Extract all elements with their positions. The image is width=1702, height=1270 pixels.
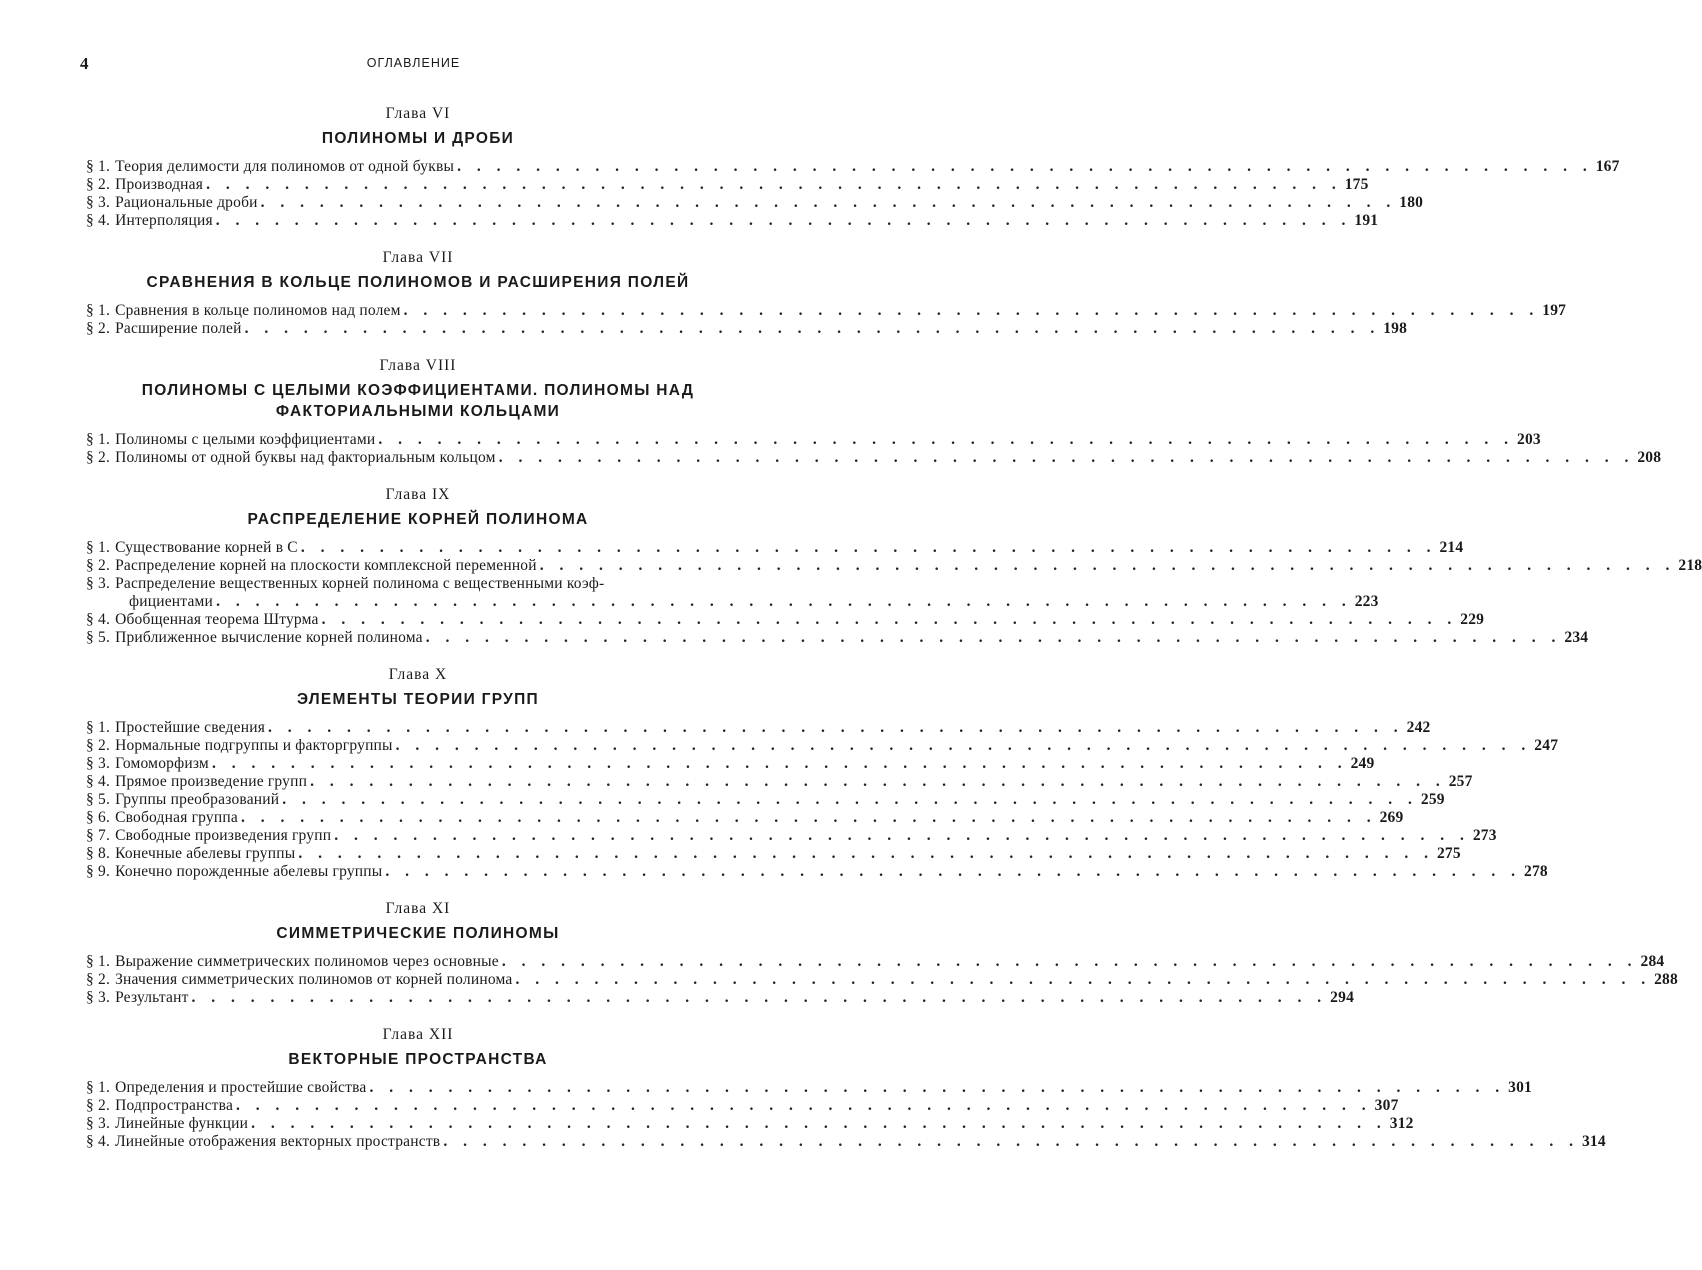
section-number: § 1. — [86, 158, 111, 175]
chapter-title-line: СИММЕТРИЧЕСКИЕ ПОЛИНОМЫ — [276, 925, 560, 942]
dot-leader: . . . . . . . . . . . . . . . . . . . . . . . . . . . . . . . . . . . . . . . . . . . . . . . . . . . . . . . . . . — [539, 557, 1676, 574]
chapter-section — [86, 104, 1620, 230]
page-number: 4 — [80, 54, 89, 73]
page-ref: 312 — [1389, 1115, 1414, 1132]
entry-title: Определения и простейшие свойства — [115, 1079, 367, 1096]
chapter-title — [86, 272, 750, 293]
page-ref: 167 — [1595, 158, 1620, 175]
table-of-contents — [86, 104, 1702, 1169]
chapter-title-line: РАСПРЕДЕЛЕНИЕ КОРНЕЙ ПОЛИНОМА — [247, 511, 589, 528]
chapter-title — [86, 1049, 750, 1070]
section-number: § 3. — [86, 1115, 111, 1132]
running-head: ОГЛАВЛЕНИЕ — [366, 56, 461, 70]
dot-leader: . . . . . . . . . . . . . . . . . . . . . . . . . . . . . . . . . . . . . . . . . . . . . . . . . . . . . . . . . . — [378, 431, 1515, 448]
toc-entry — [86, 611, 1485, 629]
dot-leader: . . . . . . . . . . . . . . . . . . . . . . . . . . . . . . . . . . . . . . . . . . . . . . . . . . . . . . . . . . — [403, 302, 1540, 319]
chapter-section — [86, 665, 1559, 881]
entry-title: Теория делимости для полиномов от одной буквы — [115, 158, 455, 175]
entry-title: Полиномы от одной буквы над факториальным кольцом — [115, 449, 496, 466]
page-ref: 301 — [1508, 1079, 1532, 1096]
dot-leader: . . . . . . . . . . . . . . . . . . . . . . . . . . . . . . . . . . . . . . . . . . . . . . . . . . . . . . . . . . — [334, 827, 1470, 844]
toc-entry — [86, 845, 1461, 863]
toc-entry — [86, 791, 1445, 809]
toc-entry — [86, 1097, 1399, 1115]
page-ref: 234 — [1564, 629, 1589, 646]
toc-entry — [86, 629, 1589, 647]
toc-entry — [86, 1115, 1414, 1133]
page-ref: 273 — [1472, 827, 1497, 844]
chapter-section — [86, 248, 1567, 338]
page-ref: 214 — [1439, 539, 1464, 556]
chapter-section — [86, 356, 1662, 467]
toc-entry — [86, 755, 1375, 773]
dot-leader: . . . . . . . . . . . . . . . . . . . . . . . . . . . . . . . . . . . . . . . . . . . . . . . . . . . . . . . . . . — [282, 791, 1418, 808]
chapter-title-line: ФАКТОРИАЛЬНЫМИ КОЛЬЦАМИ — [275, 403, 561, 420]
toc-entry — [86, 773, 1473, 791]
toc-entry — [86, 176, 1369, 194]
section-number: § 2. — [86, 557, 111, 574]
entry-title: Линейные отображения векторных пространств — [115, 1133, 441, 1150]
chapter-section — [86, 1025, 1606, 1151]
dot-leader: . . . . . . . . . . . . . . . . . . . . . . . . . . . . . . . . . . . . . . . . . . . . . . . . . . . . . . . . . . — [298, 845, 1434, 862]
chapter-label: Глава VIII — [379, 357, 457, 374]
page-ref: 284 — [1640, 953, 1665, 970]
page-ref: 314 — [1581, 1133, 1606, 1150]
page-ref: 259 — [1420, 791, 1445, 808]
chapter-label: Глава XI — [385, 900, 451, 917]
dot-leader: . . . . . . . . . . . . . . . . . . . . . . . . . . . . . . . . . . . . . . . . . . . . . . . . . . . . . . . . . . — [216, 593, 1352, 610]
toc-entry — [86, 449, 1662, 467]
entry-title: Прямое произведение групп — [115, 773, 308, 790]
section-number: § 3. — [86, 194, 111, 211]
entry-title-continued: фициентами — [129, 593, 214, 610]
section-number: § 4. — [86, 773, 111, 790]
toc-entry — [86, 302, 1567, 320]
section-number: § 8. — [86, 845, 111, 862]
toc-entry — [86, 1079, 1532, 1097]
entry-title: Полиномы с целыми коэффициентами — [115, 431, 376, 448]
page-ref: 191 — [1354, 212, 1379, 229]
toc-entry — [86, 953, 1665, 971]
page-ref: 208 — [1637, 449, 1662, 466]
dot-leader: . . . . . . . . . . . . . . . . . . . . . . . . . . . . . . . . . . . . . . . . . . . . . . . . . . . . . . . . . . — [498, 449, 1635, 466]
page-ref: 275 — [1436, 845, 1461, 862]
section-number: § 5. — [86, 791, 111, 808]
entry-title: Группы преобразований — [115, 791, 280, 808]
page-ref: 203 — [1517, 431, 1541, 448]
page-ref: 175 — [1344, 176, 1369, 193]
entry-title: Подпространства — [115, 1097, 234, 1114]
entry-title: Распределение вещественных корней полинома с вещественными коэф- — [115, 575, 605, 592]
toc-entry — [86, 989, 1355, 1007]
entry-title: Выражение симметрических полиномов через основные — [115, 953, 499, 970]
dot-leader: . . . . . . . . . . . . . . . . . . . . . . . . . . . . . . . . . . . . . . . . . . . . . . . . . . . . . . . . . . — [395, 737, 1532, 754]
section-number: § 5. — [86, 629, 111, 646]
chapter-title — [86, 128, 750, 149]
page-ref: 247 — [1534, 737, 1559, 754]
page-ref: 218 — [1678, 557, 1702, 574]
page-ref: 180 — [1399, 194, 1424, 211]
chapter-label: Глава IX — [385, 486, 451, 503]
toc-entry — [86, 158, 1620, 176]
section-number: § 2. — [86, 737, 111, 754]
section-number: § 1. — [86, 953, 111, 970]
entry-title: Расширение полей — [115, 320, 242, 337]
entry-title: Конечные абелевы группы — [115, 845, 296, 862]
section-number: § 1. — [86, 1079, 111, 1096]
chapter-label: Глава VI — [385, 105, 451, 122]
entry-title: Существование корней в C — [115, 539, 298, 556]
section-number: § 7. — [86, 827, 111, 844]
toc-entry — [86, 809, 1404, 827]
section-number: § 2. — [86, 449, 111, 466]
section-number: § 6. — [86, 809, 111, 826]
section-number: § 9. — [86, 863, 111, 880]
toc-entry — [86, 212, 1379, 230]
section-number: § 4. — [86, 1133, 111, 1150]
section-number: § 3. — [86, 575, 111, 592]
page-ref: 294 — [1330, 989, 1355, 1006]
dot-leader: . . . . . . . . . . . . . . . . . . . . . . . . . . . . . . . . . . . . . . . . . . . . . . . . . . . . . . . . . . — [457, 158, 1593, 175]
page-ref: 229 — [1460, 611, 1485, 628]
toc-entry — [86, 194, 1424, 212]
dot-leader: . . . . . . . . . . . . . . . . . . . . . . . . . . . . . . . . . . . . . . . . . . . . . . . . . . . . . . . . . . — [191, 989, 1328, 1006]
toc-entry — [86, 557, 1702, 575]
chapter-title — [86, 689, 750, 710]
chapter-label: Глава VII — [382, 249, 454, 266]
dot-leader: . . . . . . . . . . . . . . . . . . . . . . . . . . . . . . . . . . . . . . . . . . . . . . . . . . . . . . . . . . — [443, 1133, 1579, 1150]
toc-entry — [86, 863, 1548, 881]
toc-entry — [86, 737, 1559, 755]
page-ref: 197 — [1542, 302, 1567, 319]
entry-title: Рациональные дроби — [115, 194, 258, 211]
chapter-title-line: ЭЛЕМЕНТЫ ТЕОРИИ ГРУПП — [297, 691, 539, 708]
dot-leader: . . . . . . . . . . . . . . . . . . . . . . . . . . . . . . . . . . . . . . . . . . . . . . . . . . . . . . . . . . — [240, 809, 1377, 826]
toc-entry — [86, 827, 1497, 845]
section-number: § 3. — [86, 989, 111, 1006]
chapter-title — [86, 380, 750, 422]
dot-leader: . . . . . . . . . . . . . . . . . . . . . . . . . . . . . . . . . . . . . . . . . . . . . . . . . . . . . . . . . . — [260, 194, 1397, 211]
dot-leader: . . . . . . . . . . . . . . . . . . . . . . . . . . . . . . . . . . . . . . . . . . . . . . . . . . . . . . . . . . — [211, 755, 1348, 772]
page-ref: 278 — [1524, 863, 1548, 880]
entry-title: Интерполяция — [115, 212, 213, 229]
section-number: § 2. — [86, 176, 111, 193]
entry-title: Простейшие сведения — [115, 719, 266, 736]
entry-title: Обобщенная теорема Штурма — [115, 611, 319, 628]
entry-title: Распределение корней на плоскости комплексной переменной — [115, 557, 537, 574]
section-number: § 1. — [86, 431, 111, 448]
entry-title: Свободные произведения групп — [115, 827, 332, 844]
toc-entry — [86, 719, 1431, 737]
page-ref: 307 — [1374, 1097, 1399, 1114]
entry-title: Результант — [115, 989, 189, 1006]
entry-title: Значения симметрических полиномов от корней полинома — [115, 971, 513, 988]
chapter-title-line: ВЕКТОРНЫЕ ПРОСТРАНСТВА — [288, 1051, 548, 1068]
section-number: § 4. — [86, 212, 111, 229]
page-ref: 242 — [1406, 719, 1431, 736]
dot-leader: . . . . . . . . . . . . . . . . . . . . . . . . . . . . . . . . . . . . . . . . . . . . . . . . . . . . . . . . . . — [236, 1097, 1372, 1114]
dot-leader: . . . . . . . . . . . . . . . . . . . . . . . . . . . . . . . . . . . . . . . . . . . . . . . . . . . . . . . . . . — [369, 1079, 1506, 1096]
dot-leader: . . . . . . . . . . . . . . . . . . . . . . . . . . . . . . . . . . . . . . . . . . . . . . . . . . . . . . . . . . — [251, 1115, 1387, 1132]
section-number: § 2. — [86, 320, 111, 337]
entry-title: Гомоморфизм — [115, 755, 209, 772]
entry-title: Линейные функции — [115, 1115, 249, 1132]
toc-entry — [86, 539, 1464, 557]
chapter-label: Глава X — [388, 666, 448, 683]
dot-leader: . . . . . . . . . . . . . . . . . . . . . . . . . . . . . . . . . . . . . . . . . . . . . . . . . . . . . . . . . . — [515, 971, 1652, 988]
entry-title: Производная — [115, 176, 204, 193]
page-ref: 249 — [1350, 755, 1375, 772]
entry-title: Приближенное вычисление корней полинома — [115, 629, 423, 646]
chapter-section — [86, 899, 1678, 1007]
toc-entry-continuation — [86, 593, 1379, 611]
dot-leader: . . . . . . . . . . . . . . . . . . . . . . . . . . . . . . . . . . . . . . . . . . . . . . . . . . . . . . . . . . — [206, 176, 1342, 193]
chapter-title — [86, 923, 750, 944]
section-number: § 2. — [86, 971, 111, 988]
dot-leader: . . . . . . . . . . . . . . . . . . . . . . . . . . . . . . . . . . . . . . . . . . . . . . . . . . . . . . . . . . — [385, 863, 1522, 880]
section-number: § 2. — [86, 1097, 111, 1114]
page-ref: 288 — [1654, 971, 1678, 988]
chapter-title-line: ПОЛИНОМЫ С ЦЕЛЫМИ КОЭФФИЦИЕНТАМИ. ПОЛИНОМЫ НАД — [141, 382, 695, 399]
toc-entry — [86, 971, 1678, 989]
dot-leader: . . . . . . . . . . . . . . . . . . . . . . . . . . . . . . . . . . . . . . . . . . . . . . . . . . . . . . . . . . — [321, 611, 1458, 628]
section-number: § 3. — [86, 755, 111, 772]
page-ref: 257 — [1448, 773, 1473, 790]
section-number: § 1. — [86, 302, 111, 319]
section-number: § 4. — [86, 611, 111, 628]
entry-title: Конечно порожденные абелевы группы — [115, 863, 383, 880]
section-number: § 1. — [86, 539, 111, 556]
dot-leader: . . . . . . . . . . . . . . . . . . . . . . . . . . . . . . . . . . . . . . . . . . . . . . . . . . . . . . . . . . — [300, 539, 1437, 556]
chapter-title-line: СРАВНЕНИЯ В КОЛЬЦЕ ПОЛИНОМОВ И РАСШИРЕНИЯ ПОЛЕЙ — [146, 274, 690, 291]
dot-leader: . . . . . . . . . . . . . . . . . . . . . . . . . . . . . . . . . . . . . . . . . . . . . . . . . . . . . . . . . . — [215, 212, 1352, 229]
dot-leader: . . . . . . . . . . . . . . . . . . . . . . . . . . . . . . . . . . . . . . . . . . . . . . . . . . . . . . . . . . — [310, 773, 1446, 790]
toc-entry — [86, 1133, 1606, 1151]
dot-leader: . . . . . . . . . . . . . . . . . . . . . . . . . . . . . . . . . . . . . . . . . . . . . . . . . . . . . . . . . . — [244, 320, 1381, 337]
entry-title: Сравнения в кольце полиномов над полем — [115, 302, 401, 319]
chapter-title-line: ПОЛИНОМЫ И ДРОБИ — [321, 130, 515, 147]
toc-entry — [86, 431, 1541, 449]
page-ref: 223 — [1354, 593, 1379, 610]
dot-leader: . . . . . . . . . . . . . . . . . . . . . . . . . . . . . . . . . . . . . . . . . . . . . . . . . . . . . . . . . . — [268, 719, 1404, 736]
entry-title: Свободная группа — [115, 809, 238, 826]
section-number: § 1. — [86, 719, 111, 736]
page-ref: 269 — [1379, 809, 1404, 826]
toc-entry — [86, 320, 1408, 338]
toc-entry — [86, 575, 750, 593]
entry-title: Нормальные подгруппы и факторгруппы — [115, 737, 393, 754]
dot-leader: . . . . . . . . . . . . . . . . . . . . . . . . . . . . . . . . . . . . . . . . . . . . . . . . . . . . . . . . . . — [501, 953, 1638, 970]
chapter-section — [86, 485, 1702, 647]
chapter-title — [86, 509, 750, 530]
chapter-label: Глава XII — [382, 1026, 454, 1043]
page-ref: 198 — [1383, 320, 1408, 337]
dot-leader: . . . . . . . . . . . . . . . . . . . . . . . . . . . . . . . . . . . . . . . . . . . . . . . . . . . . . . . . . . — [425, 629, 1562, 646]
